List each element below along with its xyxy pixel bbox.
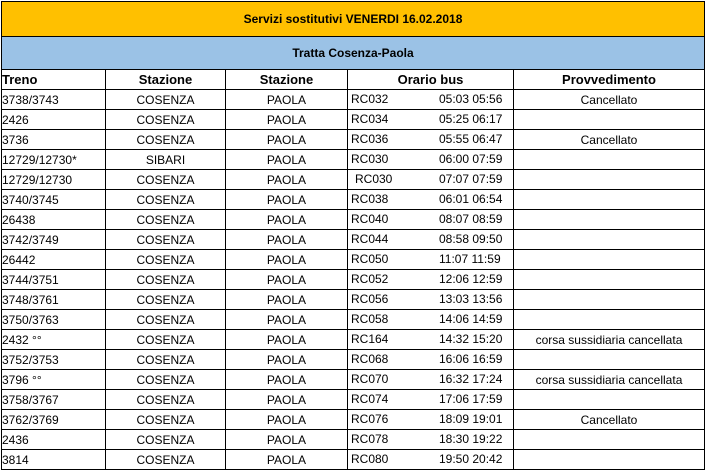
sheet-title: Servizi sostitutivi VENERDI 16.02.2018	[2, 2, 705, 37]
table-row	[2, 90, 705, 110]
bus-code: RC030	[355, 172, 393, 186]
cell-provvedimento	[514, 390, 705, 410]
cell-stazione-partenza: COSENZA	[106, 170, 226, 190]
cell-provvedimento	[514, 170, 705, 190]
bus-code: RC070	[351, 372, 389, 386]
cell-stazione-partenza: COSENZA	[106, 450, 226, 470]
cell-provvedimento	[514, 350, 705, 370]
route-title: Tratta Cosenza-Paola	[2, 37, 705, 70]
bus-times: 13:03 13:56	[439, 292, 503, 306]
cell-provvedimento: Cancellato	[514, 130, 705, 150]
table-row	[2, 110, 705, 130]
bus-times: 06:00 07:59	[439, 152, 503, 166]
table-row	[2, 270, 705, 290]
cell-treno: 2432 °°	[2, 330, 106, 350]
cell-treno: 3738/3743	[2, 90, 106, 110]
column-header-row	[2, 70, 705, 90]
bus-times: 17:06 17:59	[439, 392, 503, 406]
bus-times: 19:50 20:42	[439, 452, 503, 466]
bus-times: 14:32 15:20	[439, 332, 503, 346]
cell-orario-bus	[348, 330, 514, 350]
cell-treno: 3796 °°	[2, 370, 106, 390]
cell-orario-bus	[348, 190, 514, 210]
bus-times: 12:06 12:59	[439, 272, 503, 286]
bus-times: 16:32 17:24	[439, 372, 503, 386]
cell-orario-bus	[348, 310, 514, 330]
table-row	[2, 130, 705, 150]
cell-stazione-arrivo: PAOLA	[226, 370, 348, 390]
bus-code: RC034	[351, 112, 389, 126]
cell-stazione-arrivo: PAOLA	[226, 250, 348, 270]
cell-stazione-arrivo: PAOLA	[226, 110, 348, 130]
cell-provvedimento	[514, 150, 705, 170]
table-row	[2, 450, 705, 470]
cell-provvedimento	[514, 310, 705, 330]
cell-stazione-partenza: SIBARI	[106, 150, 226, 170]
cell-orario-bus	[348, 270, 514, 290]
cell-stazione-partenza: COSENZA	[106, 430, 226, 450]
cell-orario-bus	[348, 110, 514, 130]
cell-provvedimento	[514, 210, 705, 230]
table-row	[2, 150, 705, 170]
cell-stazione-arrivo: PAOLA	[226, 270, 348, 290]
cell-treno: 26438	[2, 210, 106, 230]
cell-stazione-arrivo: PAOLA	[226, 410, 348, 430]
table-body	[2, 90, 705, 470]
table-row	[2, 430, 705, 450]
cell-stazione-arrivo: PAOLA	[226, 130, 348, 150]
route-row	[2, 37, 705, 70]
cell-orario-bus	[348, 150, 514, 170]
bus-code: RC164	[351, 332, 389, 346]
cell-provvedimento	[514, 110, 705, 130]
table-row	[2, 230, 705, 250]
bus-code: RC080	[351, 452, 389, 466]
header-provvedimento: Provvedimento	[514, 70, 705, 90]
bus-code: RC078	[351, 432, 389, 446]
bus-code: RC074	[351, 392, 389, 406]
cell-treno: 3758/3767	[2, 390, 106, 410]
cell-orario-bus	[348, 210, 514, 230]
cell-treno: 12729/12730*	[2, 150, 106, 170]
bus-times: 05:03 05:56	[439, 92, 503, 106]
cell-stazione-arrivo: PAOLA	[226, 190, 348, 210]
bus-times: 18:09 19:01	[439, 412, 503, 426]
cell-provvedimento	[514, 250, 705, 270]
cell-stazione-arrivo: PAOLA	[226, 90, 348, 110]
bus-code: RC038	[351, 192, 389, 206]
bus-code: RC076	[351, 412, 389, 426]
cell-stazione-arrivo: PAOLA	[226, 430, 348, 450]
cell-stazione-partenza: COSENZA	[106, 130, 226, 150]
cell-stazione-partenza: COSENZA	[106, 290, 226, 310]
cell-treno: 26442	[2, 250, 106, 270]
cell-orario-bus	[348, 390, 514, 410]
cell-stazione-partenza: COSENZA	[106, 210, 226, 230]
table-row	[2, 330, 705, 350]
cell-stazione-partenza: COSENZA	[106, 350, 226, 370]
cell-treno: 3762/3769	[2, 410, 106, 430]
cell-orario-bus	[348, 290, 514, 310]
cell-provvedimento	[514, 450, 705, 470]
cell-stazione-partenza: COSENZA	[106, 270, 226, 290]
cell-orario-bus	[348, 350, 514, 370]
cell-provvedimento	[514, 290, 705, 310]
cell-stazione-arrivo: PAOLA	[226, 150, 348, 170]
cell-treno: 2426	[2, 110, 106, 130]
cell-provvedimento: Cancellato	[514, 90, 705, 110]
table-row	[2, 350, 705, 370]
table-row	[2, 290, 705, 310]
table-row	[2, 410, 705, 430]
table-row	[2, 250, 705, 270]
header-stazione-arrivo: Stazione	[226, 70, 348, 90]
cell-treno: 3748/3761	[2, 290, 106, 310]
cell-provvedimento	[514, 190, 705, 210]
bus-times: 06:01 06:54	[439, 192, 503, 206]
service-table	[1, 1, 705, 470]
cell-treno: 3742/3749	[2, 230, 106, 250]
cell-treno: 3740/3745	[2, 190, 106, 210]
header-orario-bus: Orario bus	[348, 70, 514, 90]
cell-orario-bus	[348, 370, 514, 390]
cell-stazione-partenza: COSENZA	[106, 390, 226, 410]
cell-orario-bus	[348, 230, 514, 250]
table-row	[2, 190, 705, 210]
cell-orario-bus	[348, 170, 514, 190]
cell-stazione-arrivo: PAOLA	[226, 230, 348, 250]
bus-code: RC050	[351, 252, 389, 266]
cell-orario-bus	[348, 250, 514, 270]
cell-orario-bus	[348, 410, 514, 430]
header-treno: Treno	[2, 70, 106, 90]
cell-stazione-arrivo: PAOLA	[226, 330, 348, 350]
cell-stazione-arrivo: PAOLA	[226, 390, 348, 410]
cell-stazione-arrivo: PAOLA	[226, 290, 348, 310]
bus-code: RC052	[351, 272, 389, 286]
bus-code: RC032	[351, 92, 389, 106]
cell-stazione-arrivo: PAOLA	[226, 350, 348, 370]
table-row	[2, 210, 705, 230]
bus-times: 05:55 06:47	[439, 132, 503, 146]
cell-treno: 3750/3763	[2, 310, 106, 330]
cell-stazione-partenza: COSENZA	[106, 410, 226, 430]
cell-stazione-partenza: COSENZA	[106, 370, 226, 390]
table-row	[2, 310, 705, 330]
bus-code: RC040	[351, 212, 389, 226]
cell-stazione-arrivo: PAOLA	[226, 210, 348, 230]
bus-code: RC068	[351, 352, 389, 366]
cell-treno: 2436	[2, 430, 106, 450]
cell-stazione-partenza: COSENZA	[106, 250, 226, 270]
cell-provvedimento	[514, 430, 705, 450]
cell-provvedimento	[514, 270, 705, 290]
table-row	[2, 370, 705, 390]
bus-times: 08:58 09:50	[439, 232, 503, 246]
bus-times: 07:07 07:59	[439, 172, 503, 186]
cell-stazione-partenza: COSENZA	[106, 110, 226, 130]
cell-stazione-partenza: COSENZA	[106, 330, 226, 350]
cell-treno: 3736	[2, 130, 106, 150]
bus-code: RC056	[351, 292, 389, 306]
table-row	[2, 390, 705, 410]
cell-stazione-arrivo: PAOLA	[226, 450, 348, 470]
bus-code: RC036	[351, 132, 389, 146]
cell-provvedimento	[514, 230, 705, 250]
header-stazione-partenza: Stazione	[106, 70, 226, 90]
cell-stazione-partenza: COSENZA	[106, 90, 226, 110]
bus-code: RC030	[351, 152, 389, 166]
cell-provvedimento: corsa sussidiaria cancellata	[514, 370, 705, 390]
cell-orario-bus	[348, 130, 514, 150]
cell-orario-bus	[348, 450, 514, 470]
cell-stazione-arrivo: PAOLA	[226, 170, 348, 190]
cell-stazione-arrivo: PAOLA	[226, 310, 348, 330]
cell-orario-bus	[348, 430, 514, 450]
bus-times: 08:07 08:59	[439, 212, 503, 226]
cell-orario-bus	[348, 90, 514, 110]
title-row	[2, 2, 705, 37]
cell-treno: 12729/12730	[2, 170, 106, 190]
bus-times: 05:25 06:17	[439, 112, 503, 126]
cell-stazione-partenza: COSENZA	[106, 230, 226, 250]
cell-stazione-partenza: COSENZA	[106, 190, 226, 210]
bus-code: RC058	[351, 312, 389, 326]
cell-treno: 3752/3753	[2, 350, 106, 370]
cell-provvedimento: Cancellato	[514, 410, 705, 430]
bus-times: 14:06 14:59	[439, 312, 503, 326]
bus-code: RC044	[351, 232, 389, 246]
cell-stazione-partenza: COSENZA	[106, 310, 226, 330]
cell-treno: 3814	[2, 450, 106, 470]
cell-treno: 3744/3751	[2, 270, 106, 290]
bus-times: 18:30 19:22	[439, 432, 503, 446]
cell-provvedimento: corsa sussidiaria cancellata	[514, 330, 705, 350]
bus-times: 16:06 16:59	[439, 352, 503, 366]
table-row	[2, 170, 705, 190]
bus-times: 11:07 11:59	[439, 252, 501, 266]
